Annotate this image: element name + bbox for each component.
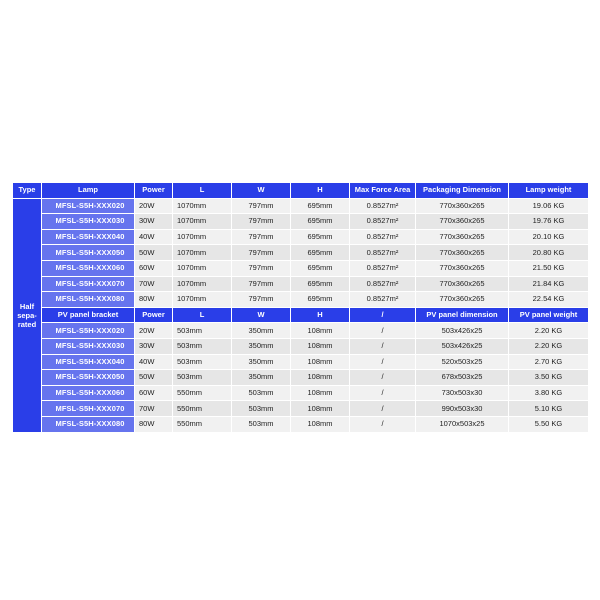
pv-model-cell: MFSL-S5H-XXX080	[42, 416, 135, 432]
lamp-value-cell: 21.50 KG	[509, 260, 589, 276]
lamp-value-cell: 19.06 KG	[509, 198, 589, 214]
lamp-value-cell: 695mm	[291, 245, 350, 261]
pv-value-cell: 350mm	[232, 323, 291, 339]
pv-value-cell: /	[350, 401, 416, 417]
pv-value-cell: /	[350, 323, 416, 339]
pv-value-cell: 503mm	[232, 401, 291, 417]
pv-value-cell: 70W	[135, 401, 173, 417]
lamp-value-cell: 1070mm	[173, 198, 232, 214]
pv-header-cell: /	[350, 307, 416, 323]
lamp-value-cell: 50W	[135, 245, 173, 261]
pv-value-cell: 5.10 KG	[509, 401, 589, 417]
lamp-value-cell: 20W	[135, 198, 173, 214]
lamp-model-cell: MFSL-S5H-XXX020	[42, 198, 135, 214]
pv-value-cell: /	[350, 354, 416, 370]
pv-header-cell: H	[291, 307, 350, 323]
lamp-value-cell: 797mm	[232, 229, 291, 245]
pv-table-row	[13, 338, 589, 354]
lamp-value-cell: 797mm	[232, 198, 291, 214]
lamp-value-cell: 1070mm	[173, 214, 232, 230]
pv-value-cell: 503mm	[173, 370, 232, 386]
pv-value-cell: 2.20 KG	[509, 323, 589, 339]
pv-header-row	[13, 307, 589, 323]
pv-value-cell: 2.20 KG	[509, 338, 589, 354]
lamp-value-cell: 770x360x265	[416, 245, 509, 261]
pv-header-cell: L	[173, 307, 232, 323]
lamp-header-row	[13, 183, 589, 199]
pv-value-cell: 503mm	[173, 354, 232, 370]
lamp-table-row	[13, 229, 589, 245]
lamp-value-cell: 770x360x265	[416, 276, 509, 292]
pv-value-cell: 108mm	[291, 416, 350, 432]
pv-value-cell: 3.50 KG	[509, 370, 589, 386]
lamp-value-cell: 1070mm	[173, 260, 232, 276]
pv-value-cell: 108mm	[291, 370, 350, 386]
pv-value-cell: /	[350, 416, 416, 432]
pv-model-cell: MFSL-S5H-XXX070	[42, 401, 135, 417]
lamp-value-cell: 0.8527m²	[350, 229, 416, 245]
pv-value-cell: 108mm	[291, 401, 350, 417]
lamp-table-row	[13, 214, 589, 230]
pv-value-cell: 50W	[135, 370, 173, 386]
lamp-header-cell: Power	[135, 183, 173, 199]
lamp-value-cell: 21.84 KG	[509, 276, 589, 292]
pv-header-cell: W	[232, 307, 291, 323]
pv-value-cell: 40W	[135, 354, 173, 370]
lamp-value-cell: 797mm	[232, 214, 291, 230]
lamp-table-row	[13, 198, 589, 214]
lamp-value-cell: 797mm	[232, 292, 291, 308]
lamp-header-cell: Max Force Area	[350, 183, 416, 199]
lamp-table-row	[13, 276, 589, 292]
lamp-value-cell: 770x360x265	[416, 260, 509, 276]
lamp-value-cell: 40W	[135, 229, 173, 245]
pv-value-cell: 3.80 KG	[509, 385, 589, 401]
lamp-value-cell: 0.8527m²	[350, 260, 416, 276]
pv-table-row	[13, 416, 589, 432]
pv-value-cell: 550mm	[173, 416, 232, 432]
pv-value-cell: 678x503x25	[416, 370, 509, 386]
pv-header-cell: PV panel dimension	[416, 307, 509, 323]
lamp-value-cell: 22.54 KG	[509, 292, 589, 308]
type-value-line: Half	[19, 301, 35, 311]
pv-value-cell: 520x503x25	[416, 354, 509, 370]
lamp-header-cell: H	[291, 183, 350, 199]
pv-value-cell: /	[350, 385, 416, 401]
pv-value-cell: 730x503x30	[416, 385, 509, 401]
pv-model-cell: MFSL-S5H-XXX030	[42, 338, 135, 354]
lamp-value-cell: 1070mm	[173, 229, 232, 245]
pv-model-cell: MFSL-S5H-XXX060	[42, 385, 135, 401]
pv-value-cell: 550mm	[173, 385, 232, 401]
pv-value-cell: 20W	[135, 323, 173, 339]
pv-value-cell: 503mm	[173, 338, 232, 354]
type-header: Type	[13, 183, 42, 199]
lamp-header-cell: W	[232, 183, 291, 199]
pv-value-cell: 108mm	[291, 385, 350, 401]
lamp-value-cell: 0.8527m²	[350, 276, 416, 292]
lamp-model-cell: MFSL-S5H-XXX040	[42, 229, 135, 245]
pv-value-cell: 1070x503x25	[416, 416, 509, 432]
lamp-value-cell: 1070mm	[173, 276, 232, 292]
lamp-value-cell: 20.80 KG	[509, 245, 589, 261]
lamp-table-row	[13, 292, 589, 308]
lamp-value-cell: 19.76 KG	[509, 214, 589, 230]
pv-value-cell: 108mm	[291, 354, 350, 370]
pv-table-row	[13, 401, 589, 417]
pv-model-cell: MFSL-S5H-XXX040	[42, 354, 135, 370]
lamp-value-cell: 695mm	[291, 214, 350, 230]
pv-value-cell: 990x503x30	[416, 401, 509, 417]
pv-value-cell: 80W	[135, 416, 173, 432]
type-cell	[13, 198, 42, 432]
lamp-value-cell: 1070mm	[173, 245, 232, 261]
lamp-table-row	[13, 245, 589, 261]
pv-value-cell: 30W	[135, 338, 173, 354]
lamp-value-cell: 60W	[135, 260, 173, 276]
lamp-value-cell: 695mm	[291, 276, 350, 292]
lamp-value-cell: 0.8527m²	[350, 245, 416, 261]
lamp-header-cell: L	[173, 183, 232, 199]
lamp-value-cell: 30W	[135, 214, 173, 230]
pv-table-row	[13, 385, 589, 401]
pv-value-cell: 5.50 KG	[509, 416, 589, 432]
lamp-header-cell: Packaging Dimension	[416, 183, 509, 199]
lamp-value-cell: 797mm	[232, 260, 291, 276]
pv-value-cell: 503mm	[232, 385, 291, 401]
lamp-value-cell: 1070mm	[173, 292, 232, 308]
pv-value-cell: 108mm	[291, 338, 350, 354]
lamp-value-cell: 770x360x265	[416, 229, 509, 245]
lamp-model-cell: MFSL-S5H-XXX060	[42, 260, 135, 276]
lamp-header-cell: Lamp	[42, 183, 135, 199]
pv-value-cell: 503mm	[232, 416, 291, 432]
pv-table-row	[13, 323, 589, 339]
pv-value-cell: 108mm	[291, 323, 350, 339]
pv-model-cell: MFSL-S5H-XXX020	[42, 323, 135, 339]
pv-table-row	[13, 370, 589, 386]
lamp-value-cell: 770x360x265	[416, 292, 509, 308]
lamp-value-cell: 70W	[135, 276, 173, 292]
pv-value-cell: 350mm	[232, 354, 291, 370]
lamp-value-cell: 20.10 KG	[509, 229, 589, 245]
lamp-value-cell: 80W	[135, 292, 173, 308]
lamp-table-row	[13, 260, 589, 276]
lamp-value-cell: 0.8527m²	[350, 214, 416, 230]
pv-value-cell: 350mm	[232, 338, 291, 354]
lamp-header-cell: Lamp weight	[509, 183, 589, 199]
pv-header-cell: Power	[135, 307, 173, 323]
pv-value-cell: 503x426x25	[416, 338, 509, 354]
pv-table-row	[13, 354, 589, 370]
pv-value-cell: 60W	[135, 385, 173, 401]
lamp-value-cell: 797mm	[232, 276, 291, 292]
type-value-line: sepa-	[17, 310, 37, 320]
lamp-value-cell: 797mm	[232, 245, 291, 261]
pv-model-cell: MFSL-S5H-XXX050	[42, 370, 135, 386]
lamp-value-cell: 0.8527m²	[350, 198, 416, 214]
pv-value-cell: /	[350, 338, 416, 354]
lamp-value-cell: 695mm	[291, 260, 350, 276]
lamp-value-cell: 770x360x265	[416, 198, 509, 214]
pv-header-cell: PV panel weight	[509, 307, 589, 323]
spec-table	[12, 182, 589, 433]
lamp-value-cell: 695mm	[291, 292, 350, 308]
lamp-model-cell: MFSL-S5H-XXX050	[42, 245, 135, 261]
pv-header-cell: PV panel bracket	[42, 307, 135, 323]
lamp-model-cell: MFSL-S5H-XXX070	[42, 276, 135, 292]
pv-value-cell: /	[350, 370, 416, 386]
pv-value-cell: 2.70 KG	[509, 354, 589, 370]
lamp-value-cell: 770x360x265	[416, 214, 509, 230]
lamp-value-cell: 695mm	[291, 229, 350, 245]
lamp-value-cell: 0.8527m²	[350, 292, 416, 308]
pv-value-cell: 550mm	[173, 401, 232, 417]
lamp-model-cell: MFSL-S5H-XXX030	[42, 214, 135, 230]
type-value-line: rated	[17, 319, 37, 329]
pv-value-cell: 503x426x25	[416, 323, 509, 339]
lamp-model-cell: MFSL-S5H-XXX080	[42, 292, 135, 308]
pv-value-cell: 503mm	[173, 323, 232, 339]
pv-value-cell: 350mm	[232, 370, 291, 386]
lamp-value-cell: 695mm	[291, 198, 350, 214]
